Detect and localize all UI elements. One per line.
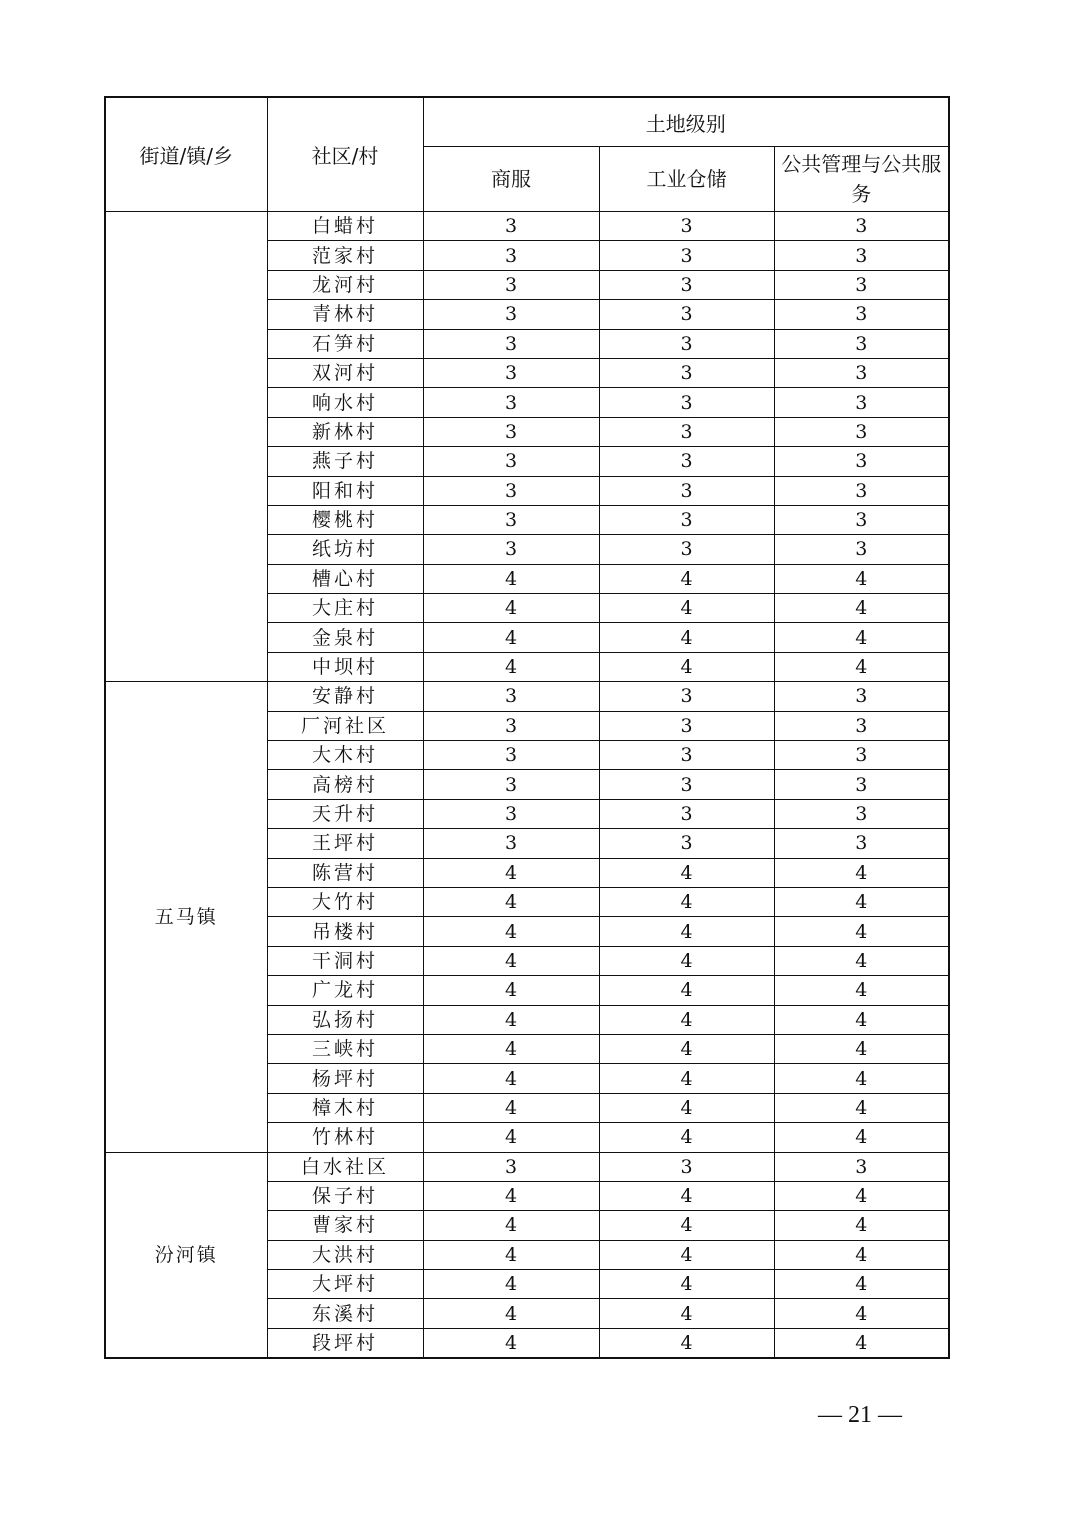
village-cell: 曹家村 xyxy=(267,1211,423,1240)
industrial-level-cell: 4 xyxy=(599,976,774,1005)
commercial-level-cell: 3 xyxy=(423,741,599,770)
village-cell: 樱桃村 xyxy=(267,505,423,534)
public-level-cell: 3 xyxy=(774,1152,949,1181)
village-cell: 厂河社区 xyxy=(267,711,423,740)
industrial-level-cell: 4 xyxy=(599,623,774,652)
industrial-level-cell: 4 xyxy=(599,887,774,916)
table-body xyxy=(105,212,949,1359)
public-level-cell: 4 xyxy=(774,1005,949,1034)
public-level-cell: 4 xyxy=(774,1211,949,1240)
public-level-cell: 3 xyxy=(774,300,949,329)
village-cell: 吊楼村 xyxy=(267,917,423,946)
industrial-level-cell: 4 xyxy=(599,1211,774,1240)
village-cell: 樟木村 xyxy=(267,1093,423,1122)
commercial-level-cell: 3 xyxy=(423,476,599,505)
public-level-cell: 4 xyxy=(774,564,949,593)
table-row xyxy=(105,1152,949,1181)
industrial-level-cell: 3 xyxy=(599,447,774,476)
public-level-cell: 4 xyxy=(774,1034,949,1063)
village-cell: 安静村 xyxy=(267,682,423,711)
commercial-level-cell: 3 xyxy=(423,505,599,534)
commercial-level-cell: 3 xyxy=(423,829,599,858)
commercial-level-cell: 4 xyxy=(423,1034,599,1063)
village-cell: 广龙村 xyxy=(267,976,423,1005)
header-district: 街道/镇/乡 xyxy=(105,97,267,212)
industrial-level-cell: 3 xyxy=(599,535,774,564)
commercial-level-cell: 4 xyxy=(423,623,599,652)
commercial-level-cell: 3 xyxy=(423,711,599,740)
commercial-level-cell: 3 xyxy=(423,212,599,241)
industrial-level-cell: 4 xyxy=(599,1240,774,1269)
district-cell: 汾河镇 xyxy=(105,1152,267,1358)
commercial-level-cell: 3 xyxy=(423,770,599,799)
public-level-cell: 4 xyxy=(774,594,949,623)
public-level-cell: 3 xyxy=(774,417,949,446)
industrial-level-cell: 4 xyxy=(599,1181,774,1210)
industrial-level-cell: 4 xyxy=(599,652,774,681)
industrial-level-cell: 3 xyxy=(599,682,774,711)
village-cell: 王坪村 xyxy=(267,829,423,858)
commercial-level-cell: 3 xyxy=(423,241,599,270)
village-cell: 弘扬村 xyxy=(267,1005,423,1034)
industrial-level-cell: 3 xyxy=(599,711,774,740)
public-level-cell: 4 xyxy=(774,946,949,975)
village-cell: 天升村 xyxy=(267,799,423,828)
industrial-level-cell: 3 xyxy=(599,241,774,270)
public-level-cell: 3 xyxy=(774,476,949,505)
village-cell: 中坝村 xyxy=(267,652,423,681)
commercial-level-cell: 4 xyxy=(423,1328,599,1358)
header-village: 社区/村 xyxy=(267,97,423,212)
public-level-cell: 4 xyxy=(774,1093,949,1122)
industrial-level-cell: 4 xyxy=(599,1123,774,1152)
public-level-cell: 4 xyxy=(774,917,949,946)
industrial-level-cell: 4 xyxy=(599,564,774,593)
commercial-level-cell: 3 xyxy=(423,358,599,387)
village-cell: 段坪村 xyxy=(267,1328,423,1358)
village-cell: 陈营村 xyxy=(267,858,423,887)
commercial-level-cell: 3 xyxy=(423,535,599,564)
commercial-level-cell: 4 xyxy=(423,858,599,887)
commercial-level-cell: 3 xyxy=(423,1152,599,1181)
industrial-level-cell: 4 xyxy=(599,1034,774,1063)
public-level-cell: 3 xyxy=(774,741,949,770)
public-level-cell: 4 xyxy=(774,1123,949,1152)
public-level-cell: 4 xyxy=(774,1328,949,1358)
village-cell: 龙河村 xyxy=(267,270,423,299)
public-level-cell: 4 xyxy=(774,887,949,916)
public-level-cell: 3 xyxy=(774,388,949,417)
public-level-cell: 3 xyxy=(774,358,949,387)
village-cell: 东溪村 xyxy=(267,1299,423,1328)
page-number: — 21 — xyxy=(818,1402,902,1428)
industrial-level-cell: 3 xyxy=(599,1152,774,1181)
commercial-level-cell: 4 xyxy=(423,1005,599,1034)
village-cell: 大坪村 xyxy=(267,1270,423,1299)
industrial-level-cell: 4 xyxy=(599,1270,774,1299)
public-level-cell: 4 xyxy=(774,623,949,652)
village-cell: 杨坪村 xyxy=(267,1064,423,1093)
village-cell: 响水村 xyxy=(267,388,423,417)
public-level-cell: 4 xyxy=(774,858,949,887)
public-level-cell: 3 xyxy=(774,535,949,564)
public-level-cell: 3 xyxy=(774,770,949,799)
industrial-level-cell: 4 xyxy=(599,1328,774,1358)
industrial-level-cell: 4 xyxy=(599,594,774,623)
industrial-level-cell: 4 xyxy=(599,1093,774,1122)
commercial-level-cell: 4 xyxy=(423,1093,599,1122)
industrial-level-cell: 4 xyxy=(599,1005,774,1034)
public-level-cell: 3 xyxy=(774,329,949,358)
industrial-level-cell: 3 xyxy=(599,770,774,799)
commercial-level-cell: 4 xyxy=(423,887,599,916)
industrial-level-cell: 3 xyxy=(599,417,774,446)
header-industrial: 工业仓储 xyxy=(599,147,774,212)
village-cell: 大木村 xyxy=(267,741,423,770)
industrial-level-cell: 3 xyxy=(599,358,774,387)
commercial-level-cell: 4 xyxy=(423,1211,599,1240)
industrial-level-cell: 3 xyxy=(599,741,774,770)
village-cell: 竹林村 xyxy=(267,1123,423,1152)
commercial-level-cell: 4 xyxy=(423,564,599,593)
commercial-level-cell: 3 xyxy=(423,447,599,476)
public-level-cell: 3 xyxy=(774,799,949,828)
industrial-level-cell: 4 xyxy=(599,946,774,975)
public-level-cell: 4 xyxy=(774,1270,949,1299)
public-level-cell: 3 xyxy=(774,711,949,740)
commercial-level-cell: 4 xyxy=(423,652,599,681)
village-cell: 大洪村 xyxy=(267,1240,423,1269)
commercial-level-cell: 3 xyxy=(423,388,599,417)
header-land-level: 土地级别 xyxy=(423,97,949,147)
industrial-level-cell: 3 xyxy=(599,300,774,329)
header-public: 公共管理与公共服务 xyxy=(774,147,949,212)
industrial-level-cell: 3 xyxy=(599,829,774,858)
industrial-level-cell: 4 xyxy=(599,858,774,887)
commercial-level-cell: 4 xyxy=(423,976,599,1005)
district-cell xyxy=(105,212,267,682)
village-cell: 燕子村 xyxy=(267,447,423,476)
village-cell: 石笋村 xyxy=(267,329,423,358)
village-cell: 大庄村 xyxy=(267,594,423,623)
public-level-cell: 3 xyxy=(774,829,949,858)
header-commercial: 商服 xyxy=(423,147,599,212)
commercial-level-cell: 3 xyxy=(423,300,599,329)
public-level-cell: 3 xyxy=(774,505,949,534)
village-cell: 三峡村 xyxy=(267,1034,423,1063)
commercial-level-cell: 3 xyxy=(423,329,599,358)
commercial-level-cell: 4 xyxy=(423,1270,599,1299)
industrial-level-cell: 3 xyxy=(599,212,774,241)
village-cell: 大竹村 xyxy=(267,887,423,916)
public-level-cell: 4 xyxy=(774,1064,949,1093)
village-cell: 青林村 xyxy=(267,300,423,329)
village-cell: 白蜡村 xyxy=(267,212,423,241)
table-row xyxy=(105,212,949,241)
industrial-level-cell: 3 xyxy=(599,270,774,299)
village-cell: 高榜村 xyxy=(267,770,423,799)
table-header xyxy=(105,97,949,212)
village-cell: 阳和村 xyxy=(267,476,423,505)
public-level-cell: 3 xyxy=(774,212,949,241)
village-cell: 保子村 xyxy=(267,1181,423,1210)
public-level-cell: 4 xyxy=(774,1181,949,1210)
public-level-cell: 4 xyxy=(774,976,949,1005)
commercial-level-cell: 3 xyxy=(423,270,599,299)
village-cell: 纸坊村 xyxy=(267,535,423,564)
public-level-cell: 4 xyxy=(774,652,949,681)
commercial-level-cell: 4 xyxy=(423,594,599,623)
industrial-level-cell: 3 xyxy=(599,799,774,828)
commercial-level-cell: 4 xyxy=(423,1240,599,1269)
public-level-cell: 3 xyxy=(774,270,949,299)
district-cell: 五马镇 xyxy=(105,682,267,1152)
village-cell: 槽心村 xyxy=(267,564,423,593)
commercial-level-cell: 4 xyxy=(423,1181,599,1210)
village-cell: 新林村 xyxy=(267,417,423,446)
commercial-level-cell: 4 xyxy=(423,917,599,946)
industrial-level-cell: 4 xyxy=(599,1299,774,1328)
industrial-level-cell: 3 xyxy=(599,329,774,358)
village-cell: 金泉村 xyxy=(267,623,423,652)
industrial-level-cell: 4 xyxy=(599,917,774,946)
village-cell: 干洞村 xyxy=(267,946,423,975)
industrial-level-cell: 4 xyxy=(599,1064,774,1093)
village-cell: 白水社区 xyxy=(267,1152,423,1181)
commercial-level-cell: 4 xyxy=(423,1064,599,1093)
commercial-level-cell: 3 xyxy=(423,682,599,711)
village-cell: 范家村 xyxy=(267,241,423,270)
public-level-cell: 4 xyxy=(774,1240,949,1269)
commercial-level-cell: 4 xyxy=(423,1123,599,1152)
table-row xyxy=(105,682,949,711)
commercial-level-cell: 3 xyxy=(423,417,599,446)
commercial-level-cell: 4 xyxy=(423,946,599,975)
commercial-level-cell: 3 xyxy=(423,799,599,828)
public-level-cell: 4 xyxy=(774,1299,949,1328)
land-level-table xyxy=(104,96,950,1359)
industrial-level-cell: 3 xyxy=(599,505,774,534)
industrial-level-cell: 3 xyxy=(599,476,774,505)
public-level-cell: 3 xyxy=(774,241,949,270)
public-level-cell: 3 xyxy=(774,447,949,476)
industrial-level-cell: 3 xyxy=(599,388,774,417)
public-level-cell: 3 xyxy=(774,682,949,711)
village-cell: 双河村 xyxy=(267,358,423,387)
commercial-level-cell: 4 xyxy=(423,1299,599,1328)
